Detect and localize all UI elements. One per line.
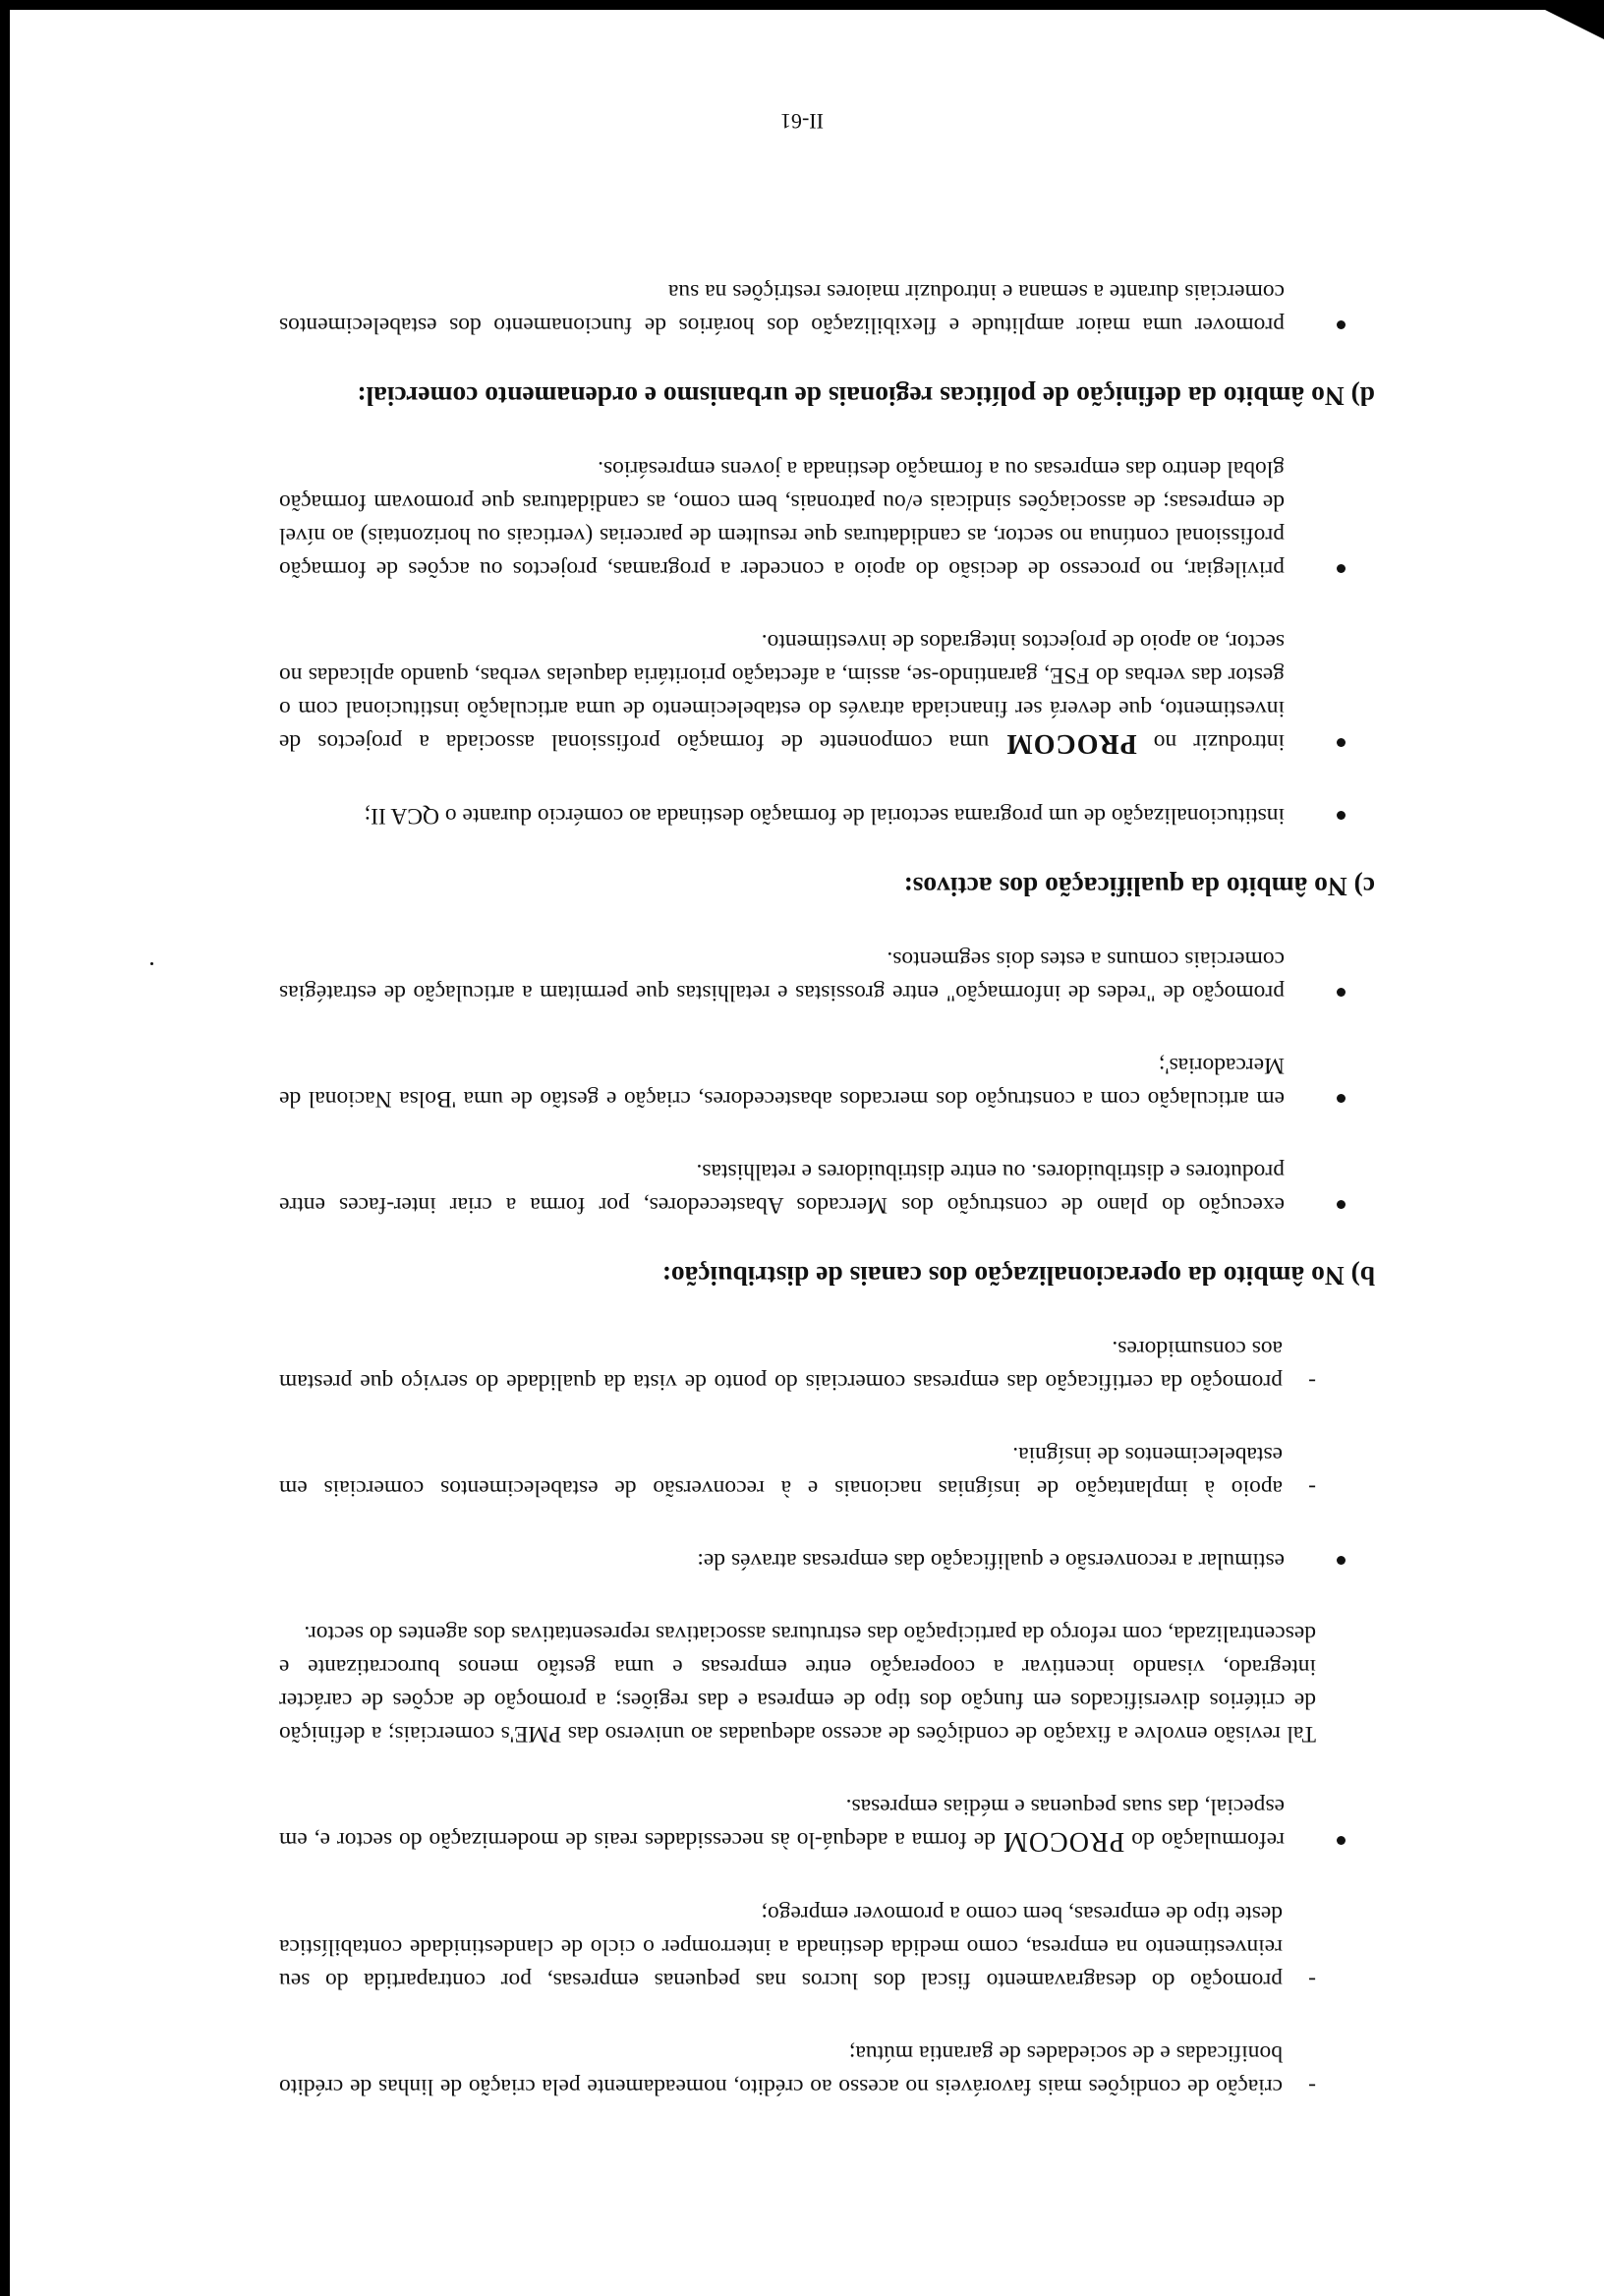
section-heading-b: b) No âmbito da operacionalização dos canais de distribuição: — [661, 1261, 1375, 1291]
item-text: de forma a adequá-lo às necessidades reais de modernização do sector e, em especial, das suas pequenas e médias empresas. — [278, 1794, 1285, 1853]
dash-marker: - — [1308, 1369, 1316, 1395]
document-body — [279, 236, 1375, 2103]
item-text: promoção da certificação das empresas comerciais do ponto de vista da qualidade do serviço que prestam aos consumidores. — [279, 1336, 1283, 1395]
section-heading-d: d) No âmbito da definição de políticas regionais de urbanismo e ordenamento comercial: — [357, 381, 1375, 411]
bullet-b-1 — [279, 1155, 1375, 1222]
bullet-d-1 — [279, 275, 1375, 342]
item-text: promoção de "redes de informação" entre grossistas e retalhistas que permitam a articulação de estratégias comerciais comuns a estes dois segmentos. — [279, 947, 1285, 1005]
bullet-icon — [1337, 811, 1346, 820]
bullet-icon — [1337, 564, 1346, 573]
item-text: em articulação com a construção dos mercados abastecedores, criação e gestão de uma 'Bolsa Nacional de Mercadorias'; — [279, 1053, 1285, 1112]
item-text: promover uma maior amplitude e flexibilização dos horários de funcionamento dos estabelecimentos comerciais durante a semana e introduzir maiores restrições na sua — [279, 279, 1285, 338]
bullet-icon — [1337, 1094, 1346, 1103]
list-item-tax-relief — [279, 1897, 1316, 1997]
bullet-c-2 — [279, 625, 1375, 760]
scan-edge-right — [0, 0, 10, 2296]
item-text: institucionalização de um programa sectorial de formação destinada ao comércio durante o QCA II; — [364, 803, 1285, 829]
item-text: uma componente de formação profissional associada a projectos de investimento, que deverá ser financiada através do estabelecimento de uma articulação institucional com o gestor das verbas do FSE, garantindo-se, assim, a afectação prioritária daquelas verbas, quando aplicadas no sector, ao apoio de projectos integrados de investimento. — [279, 629, 1285, 755]
item-text: promoção do desagravamento fiscal dos lucros nas pequenas empresas, por contrapartida do seu reinvestimento na empresa, como medida destinada a interromper o ciclo de clandestinidade contabilística deste tipo de empresas, bem como a promover emprego; — [279, 1901, 1283, 1993]
dash-marker: - — [1308, 1475, 1316, 1501]
item-text: apoio à implantação de insígnias nacionais e à reconversão de estabelecimentos comerciais em estabelecimentos de insígnia. — [279, 1442, 1283, 1501]
item-text: execução do plano de construção dos Mercados Abastecedores, por forma a criar inter-faces entre produtores e distribuidores. ou entre distribuidores e retalhistas. — [279, 1159, 1285, 1218]
dash-marker: - — [1308, 2074, 1316, 2099]
item-text: privilegiar, no processo de decisão do apoio a conceder a programas, projectos ou acções de formação profissional contínua no sector, as candidaturas que resultem de parcerias (verticais ou horizontais) ao nível de empresas; de associações sindicais e/ou patronais, bem como, as candidaturas que promovam formação global dentro das empresas ou a formação destinada a jovens empresários. — [279, 456, 1285, 582]
scan-speck — [150, 962, 153, 965]
list-item-certification — [279, 1332, 1316, 1399]
list-item-credit-conditions — [279, 2037, 1316, 2103]
section-heading-c: c) No âmbito da qualificação dos activos: — [903, 872, 1375, 901]
bullet-c-3 — [279, 452, 1375, 586]
bullet-procom-reform — [279, 1790, 1375, 1858]
dash-marker: - — [1308, 1968, 1316, 1993]
procom-keyword: PROCOM — [1005, 728, 1137, 759]
list-item-insignia — [279, 1438, 1316, 1505]
bullet-b-3 — [279, 943, 1375, 1009]
bullet-icon — [1337, 1836, 1346, 1845]
paragraph-revision: Tal revisão envolve a fixação de condições de acesso adequadas ao universo das PME's comerciais; a definição de critérios diversificados em função dos tipo de empresa e das regiões; a promoção de acções de carácter integrado, visando incentivar a cooperação entre empresas e uma gestão menos burocratizante e descentralizada, com reforço da participação das estruturas associativas representativas dos agentes do sector. — [279, 1621, 1316, 1747]
page-number: II-61 — [780, 109, 824, 134]
scan-corner-shadow — [1525, 0, 1604, 39]
bullet-c-1 — [279, 799, 1375, 832]
item-text: estimular a reconversão e qualificação das empresas através de: — [697, 1548, 1285, 1574]
procom-keyword: PROCOM — [1002, 1826, 1125, 1857]
bullet-stimulate-reconversion — [279, 1544, 1375, 1578]
item-text: criação de condições mais favoráveis no acesso ao crédito, nomeadamente pela criação de linhas de crédito bonificadas e de sociedades de garantia mútua; — [279, 2040, 1283, 2099]
bullet-icon — [1337, 1200, 1346, 1209]
item-text: reformulação do — [1131, 1827, 1285, 1853]
bullet-icon — [1337, 738, 1346, 747]
bullet-icon — [1337, 320, 1346, 329]
bullet-icon — [1337, 1556, 1346, 1565]
bullet-icon — [1337, 988, 1346, 997]
bullet-b-2 — [279, 1049, 1375, 1116]
item-text: introduzir no — [1153, 729, 1285, 755]
scan-edge-bottom — [0, 0, 1604, 10]
